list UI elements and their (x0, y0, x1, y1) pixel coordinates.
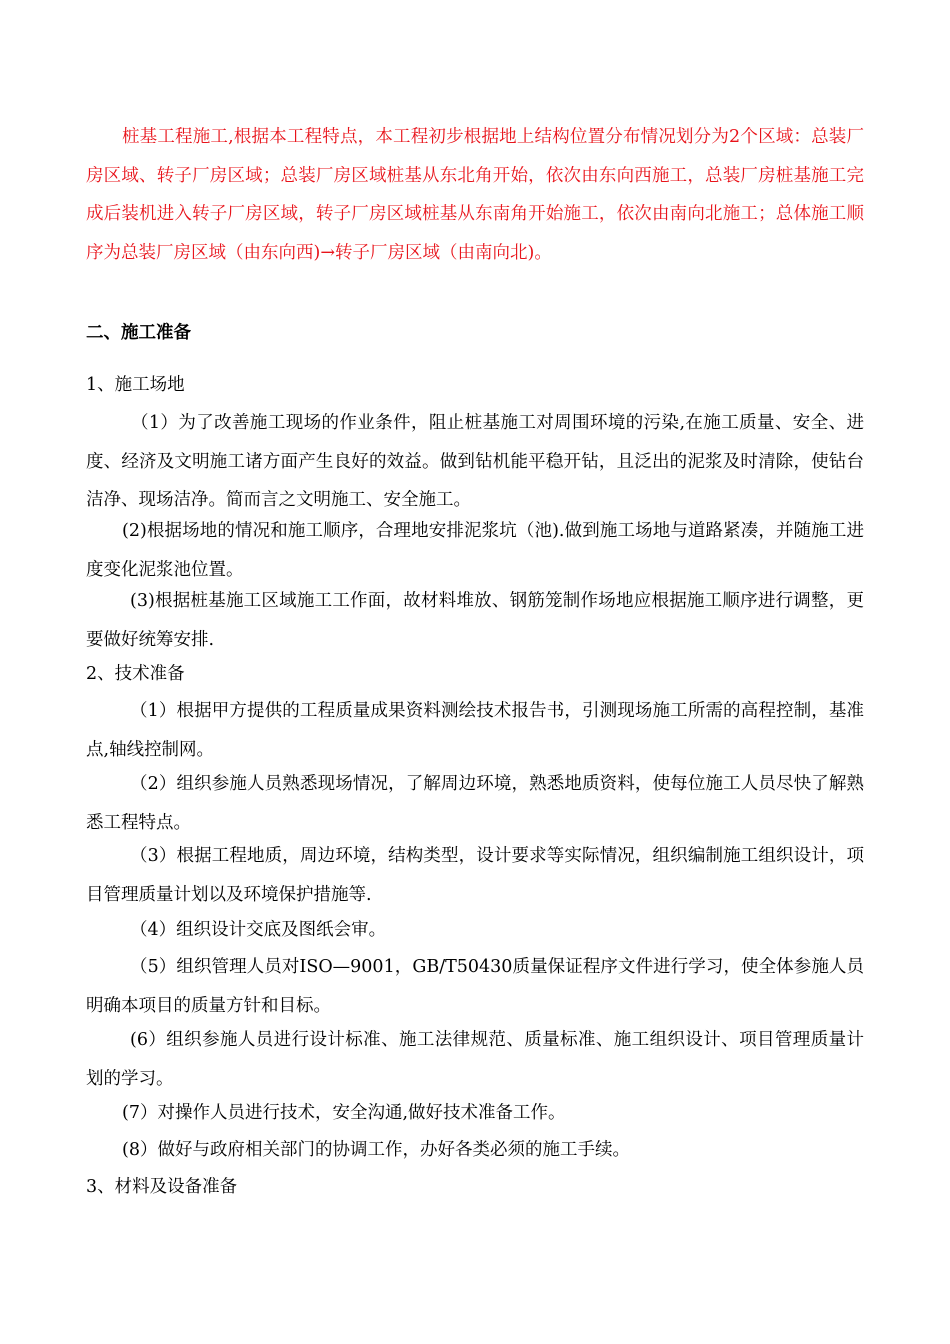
tech-paragraph-7: (7）对操作人员进行技术，安全沟通,做好技术准备工作。 (122, 1103, 566, 1123)
site-paragraph-1: （1）为了改善施工现场的作业条件，阻止桩基施工对周围环境的污染,在施工质量、安全、进度、经济及文明施工诸方面产生良好的效益。做到钻机能平稳开钻，且泛出的泥浆及时清除，使钻台洁净、现场洁净。简而言之文明施工、安全施工。 (86, 413, 864, 510)
tech-paragraph-3: （3）根据工程地质，周边环境，结构类型，设计要求等实际情况，组织编制施工组织设计，项目管理质量计划以及环境保护措施等. (86, 846, 864, 905)
tech-title: 2、技术准备 (86, 664, 185, 684)
tech-paragraph-4: （4）组织设计交底及图纸会审。 (130, 920, 387, 940)
tech-paragraph-8: (8）做好与政府相关部门的协调工作，办好各类必须的施工手续。 (122, 1140, 630, 1160)
materials-title: 3、材料及设备准备 (86, 1177, 238, 1197)
tech-paragraph-2: （2）组织参施人员熟悉现场情况，了解周边环境，熟悉地质资料，使每位施工人员尽快了解熟悉工程特点。 (86, 774, 864, 833)
site-title: 1、施工场地 (86, 375, 185, 395)
tech-paragraph-1: （1）根据甲方提供的工程质量成果资料测绘技术报告书，引测现场施工所需的高程控制，基准点,轴线控制网。 (86, 701, 864, 760)
intro-paragraph: 桩基工程施工,根据本工程特点，本工程初步根据地上结构位置分布情况划分为2个区域：总装厂房区域、转子厂房区域；总装厂房区域桩基从东北角开始，依次由东向西施工，总装厂房桩基施工完成后装机进入转子厂房区域，转子厂房区域桩基从东南角开始施工，依次由南向北施工；总体施工顺序为总装厂房区域（由东向西)→转子厂房区域（由南向北)。 (86, 127, 864, 263)
tech-paragraph-6: (6）组织参施人员进行设计标准、施工法律规范、质量标准、施工组织设计、项目管理质量计划的学习。 (86, 1030, 864, 1089)
section-heading: 二、施工准备 (86, 323, 191, 343)
tech-paragraph-5: （5）组织管理人员对ISO—9001，GB/T50430质量保证程序文件进行学习，使全体参施人员明确本项目的质量方针和目标。 (86, 957, 864, 1016)
site-paragraph-2: (2)根据场地的情况和施工顺序，合理地安排泥浆坑（池).做到施工场地与道路紧凑，并随施工进度变化泥浆池位置。 (86, 521, 864, 580)
site-paragraph-3: (3)根据桩基施工区域施工工作面，故材料堆放、钢筋笼制作场地应根据施工顺序进行调整，更要做好统筹安排. (86, 591, 864, 650)
